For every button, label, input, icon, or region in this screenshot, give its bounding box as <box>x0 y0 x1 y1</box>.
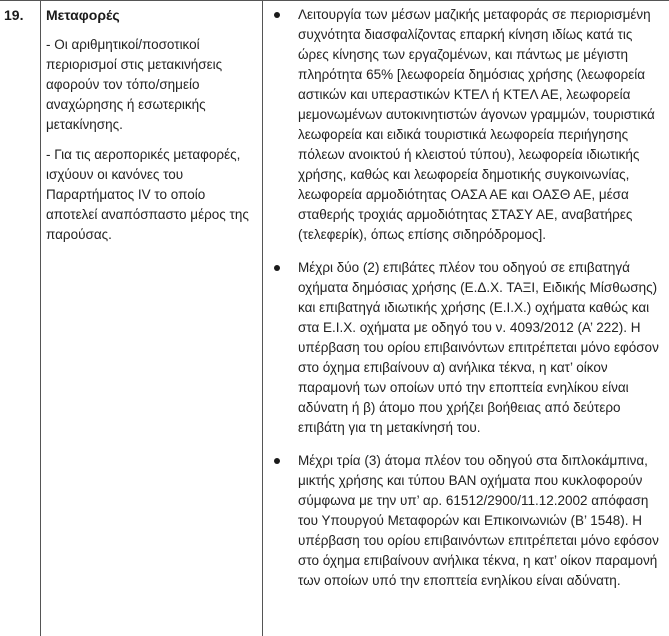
bullet-item <box>266 451 664 591</box>
bullet-icon <box>274 12 280 18</box>
column-divider-1 <box>40 0 41 636</box>
measures-cell <box>266 5 664 604</box>
bullet-icon <box>274 265 280 271</box>
category-title: Μεταφορές <box>46 7 120 23</box>
category-cell <box>46 5 256 255</box>
bullet-item <box>266 5 664 245</box>
bullet-text: Μέχρι δύο (2) επιβάτες πλέον του οδηγού σε επιβατηγά οχήματα δημόσιας χρήσης (Ε.Δ.Χ. ΤΑΞΙ, Ειδικής Μίσθωσης) και επιβατηγά ιδιωτικής χρήσης (Ε.Ι.Χ.) οχήματα καθώς και στα Ε.Ι.Χ. οχήματα με οδηγό του ν. 4093/2012 (Α’ 222). Η υπέρβαση του ορίου επιβαινόντων επιτρέπεται μόνο εφόσον στο όχημα επιβαίνουν α) ανήλικα τέκνα, η κατ’ οίκον παραμονή των οποίων υπό την εποπτεία ενηλίκου είναι αδύνατη ή β) άτομο που χρήζει βοήθειας από δεύτερο επιβάτη για τη μετακίνησή του. <box>298 260 659 435</box>
note-paragraph: - Οι αριθμητικοί/ποσοτικοί περιορισμοί στις μετακινήσεις αφορούν τον τόπο/σημείο αναχώρησης ή εσωτερικής μετακίνησης. <box>46 37 223 132</box>
bullet-text: Μέχρι τρία (3) άτομα πλέον του οδηγού στα διπλοκάμπινα, μικτής χρήσης και τύπου BAN οχήματα που κυκλοφορούν σύμφωνα με την υπ’ αρ. 61512/2900/11.12.2002 απόφαση του Υπουργού Μεταφορών και Επικοινωνιών (Β’ 1548). Η υπέρβαση του ορίου επιβαινόντων επιτρέπεται μόνο εφόσον στο όχημα επιβαίνουν ανήλικα τέκνα, η κατ’ οίκον παραμονή των οποίων υπό την εποπτεία ενηλίκου είναι αδύνατη. <box>298 453 659 588</box>
note-paragraph: - Για τις αεροπορικές μεταφορές, ισχύουν οι κανόνες του Παραρτήματος IV το οποίο αποτελεί αναπόσπαστο μέρος της παρούσας. <box>46 147 249 242</box>
bullet-icon <box>274 458 280 464</box>
row-number: 19. <box>4 7 24 23</box>
bullet-text: Λειτουργία των μέσων μαζικής μεταφοράς σε περιορισμένη συχνότητα διασφαλίζοντας επαρκή κίνηση ιδίως κατά τις ώρες κίνησης των εργαζομένων, και πάντως με μέγιστη πληρότητα 65% [λεωφορεία δημόσιας χρήσης (λεωφορεία αστικών και υπεραστικών ΚΤΕΛ ή ΚΤΕΛ ΑΕ, λεωφορεία μεμονωμένων αυτοκινητιστών άγονων γραμμών, τουριστικά λεωφορεία και ειδικά τουριστικά λεωφορεία περιήγησης πόλεων ανοικτού ή κλειστού τύπου), λεωφορεία ιδιωτικής χρήσης, καθώς και λεωφορεία δημοτικής συγκοινωνίας, λεωφορεία αρμοδιότητας ΟΑΣΑ ΑΕ και ΟΑΣΘ ΑΕ, μέσα σταθερής τροχιάς αρμοδιότητας ΣΤΑΣΥ ΑΕ, αναβατήρες (τελεφερίκ), όπως επίσης σιδηρόδρομος]. <box>298 7 655 242</box>
table-top-border <box>0 0 669 1</box>
column-divider-2 <box>262 0 263 636</box>
bullet-item <box>266 258 664 438</box>
